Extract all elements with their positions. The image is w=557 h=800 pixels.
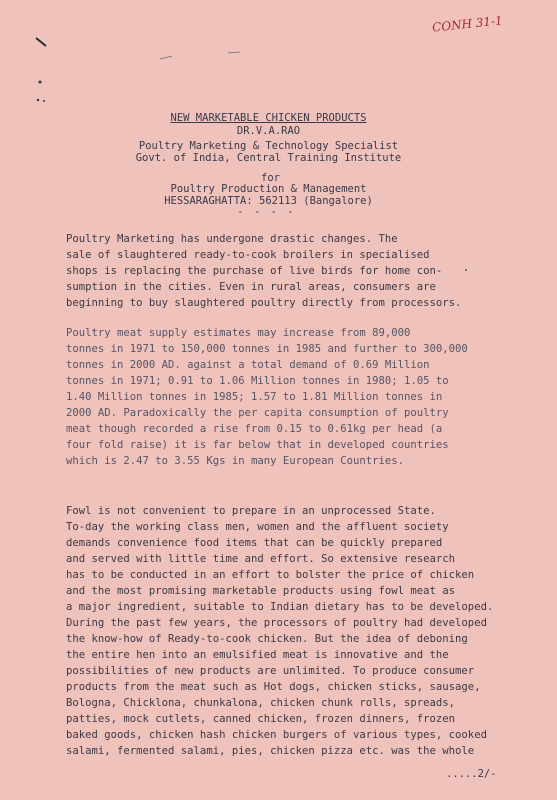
document-title: NEW MARKETABLE CHICKEN PRODUCTS — [170, 112, 367, 124]
text-line: has to be conducted in an effort to bolster the price of chicken — [66, 569, 475, 581]
author-role: Poultry Marketing & Technology Specialist — [138, 140, 399, 152]
text-line: the entire hen into an emulsified meat is innovative and the — [66, 649, 449, 661]
text-line: tonnes in 2000 AD. against a total demand of 0.69 Million — [66, 359, 430, 371]
text-line: To-day the working class men, women and the affluent society — [66, 521, 449, 533]
text-line: Fowl is not convenient to prepare in an unprocessed State. — [66, 505, 436, 517]
author-name: DR.V.A.RAO — [236, 125, 301, 137]
text-line: products from the meat such as Hot dogs, chicken sticks, sausage, — [66, 681, 481, 693]
text-line: tonnes in 1971; 0.91 to 1.06 Million tonnes in 1980; 1.05 to — [66, 375, 449, 387]
for-label: for — [261, 172, 280, 184]
author-institute: Govt. of India, Central Training Institute — [135, 152, 402, 164]
text-line: 1.40 Million tonnes in 1985; 1.57 to 1.81 Million tonnes in — [66, 391, 443, 403]
address-line: HESSARAGHATTA: 562113 (Bangalore) — [164, 195, 373, 207]
text-line: Bologna, Chicklona, chunkalona, chicken chunk rolls, spreads, — [66, 697, 456, 709]
text-line: sumption in the cities. Even in rural areas, consumers are — [66, 281, 436, 293]
text-line: demands convenience food items that can be quickly prepared — [66, 537, 443, 549]
paragraph-2 — [66, 325, 496, 469]
text-line: patties, mock cutlets, canned chicken, frozen dinners, frozen — [66, 713, 456, 725]
text-line: four fold raise) it is far below that in developed countries — [66, 439, 449, 451]
text-line: During the past few years, the processors of poultry had developed — [66, 617, 487, 629]
text-line: beginning to buy slaughtered poultry directly from processors. — [66, 297, 462, 309]
text-line: Poultry Marketing has undergone drastic changes. The — [66, 233, 398, 245]
text-line: and the most promising marketable products using fowl meat as — [66, 585, 456, 597]
text-line: sale of slaughtered ready-to-cook broilers in specialised — [66, 249, 430, 261]
program-name: Poultry Production & Management — [170, 183, 367, 195]
text-line: meat though recorded a rise from 0.15 to 0.61kg per head (a — [66, 423, 443, 435]
separator-dashes: - - - - — [237, 206, 296, 218]
text-line: a major ingredient, suitable to Indian dietary has to be developed. — [66, 601, 494, 613]
text-line: tonnes in 1971 to 150,000 tonnes in 1985 and further to 300,000 — [66, 343, 468, 355]
page-continuation-marker: .....2/- — [446, 768, 497, 780]
handwritten-annotation: CONH 31-1 — [431, 13, 504, 35]
text-line: salami, fermented salami, pies, chicken pizza etc. was the whole — [66, 745, 475, 757]
paragraph-3 — [66, 503, 496, 759]
text-line: Poultry meat supply estimates may increase from 89,000 — [66, 327, 411, 339]
text-line: shops is replacing the purchase of live birds for home con- — [66, 265, 443, 277]
text-line: possibilities of new products are unlimited. To produce consumer — [66, 665, 475, 677]
text-line: and served with little time and effort. So extensive research — [66, 553, 456, 565]
text-line: baked goods, chicken hash chicken burgers of various types, cooked — [66, 729, 487, 741]
text-line: which is 2.47 to 3.55 Kgs in many European Countries. — [66, 455, 405, 467]
text-line: 2000 AD. Paradoxically the per capita consumption of poultry — [66, 407, 449, 419]
text-line: the know-how of Ready-to-cook chicken. But the idea of deboning — [66, 633, 468, 645]
paragraph-1 — [66, 231, 496, 311]
